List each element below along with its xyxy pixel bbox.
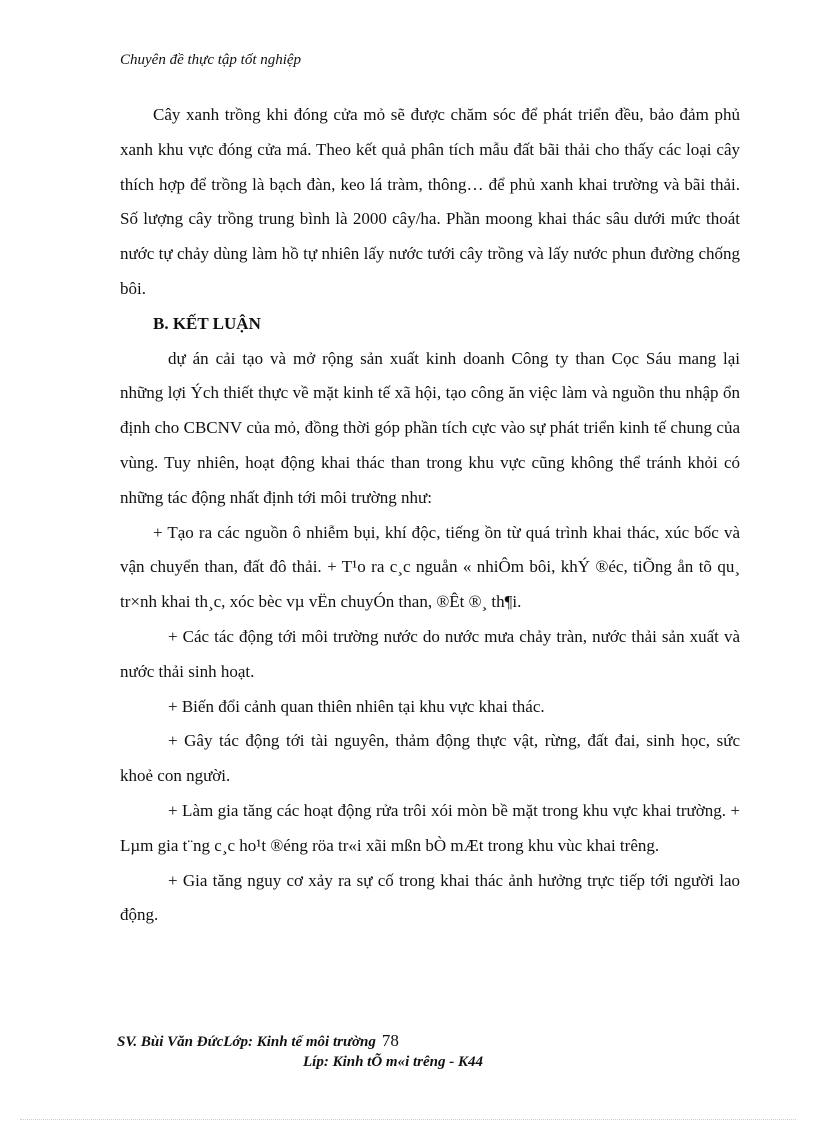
list-item-water-impact: + Các tác động tới môi trường nước do nước mưa chảy tràn, nước thải sản xuất và nước thải sinh hoạt. <box>120 626 740 681</box>
footer-class: Líp: Kinh tÕ m«i trêng - K44 <box>303 1054 484 1070</box>
paragraph-conclusion-intro: dự án cải tạo và mở rộng sản xuất kinh doanh Công ty than Cọc Sáu mang lại những lợi Ých thiết thực về mặt kinh tế xã hội, tạo công ăn việc làm và nguồn thu nhập ổn định cho CBCNV của mỏ, đồng thời góp phần tích cực vào sự phát triển kinh tế chung của vùng. Tuy nhiên, hoạt động khai thác than trong khu vực cũng không thể tránh khỏi có những tác động nhất định tới môi trường như: <box>120 348 740 507</box>
list-item-accident-risk: + Gia tăng nguy cơ xảy ra sự cố trong khai thác ảnh hưởng trực tiếp tới người lao động. <box>120 870 740 925</box>
list-item-erosion: + Làm gia tăng các hoạt động rửa trôi xói mòn bề mặt trong khu vực khai trường. + Lµm gia t¨ng c¸c ho¹t ®éng röa tr«i xãi mßn bÒ mÆt trong khu vùc khai trêng. <box>120 800 740 855</box>
list-item-pollution-sources: + Tạo ra các nguồn ô nhiễm bụi, khí độc, tiếng ồn từ quá trình khai thác, xúc bốc và vận chuyển than, đất đô thải. + T¹o ra c¸c nguån « nhiÔm bôi, khÝ ®éc, tiÕng ån tõ qu¸ tr×nh khai th¸c, xóc bèc vµ vËn chuyÓn than, ®Êt ®¸ th¶i. <box>120 522 740 612</box>
paragraph-reforestation: Cây xanh trồng khi đóng cửa mỏ sẽ được chăm sóc để phát triển đều, bảo đảm phủ xanh khu vực đóng cửa má. Theo kết quả phân tích mẫu đất bãi thải cho thấy các loại cây thích hợp để trồng là bạch đàn, keo lá tràm, thông… để phủ xanh khai trường và bãi thải. Số lượng cây trồng trung bình là 2000 cây/ha. Phần moong khai thác sâu dưới mức thoát nước tự chảy dùng làm hồ tự nhiên lấy nước tưới cây trồng và lấy nước phun đường chống bôi. <box>120 105 740 298</box>
page-footer <box>117 1031 399 1051</box>
page-bottom-rule <box>20 1119 796 1120</box>
section-heading-conclusion: B. KẾT LUẬN <box>153 313 261 333</box>
document-body <box>120 98 740 933</box>
page-number: 78 <box>381 1031 399 1050</box>
list-item-resource-impact: + Gây tác động tới tài nguyên, thảm động thực vật, rừng, đất đai, sinh học, sức khoẻ con người. <box>120 731 740 786</box>
page-header: Chuyên đề thực tập tốt nghiệp <box>120 52 302 68</box>
list-item-landscape-change: + Biến đổi cảnh quan thiên nhiên tại khu vực khai thác. <box>168 696 545 716</box>
footer-author: SV. Bùi Văn ĐứcLớp: Kinh tế môi trường <box>117 1034 376 1050</box>
